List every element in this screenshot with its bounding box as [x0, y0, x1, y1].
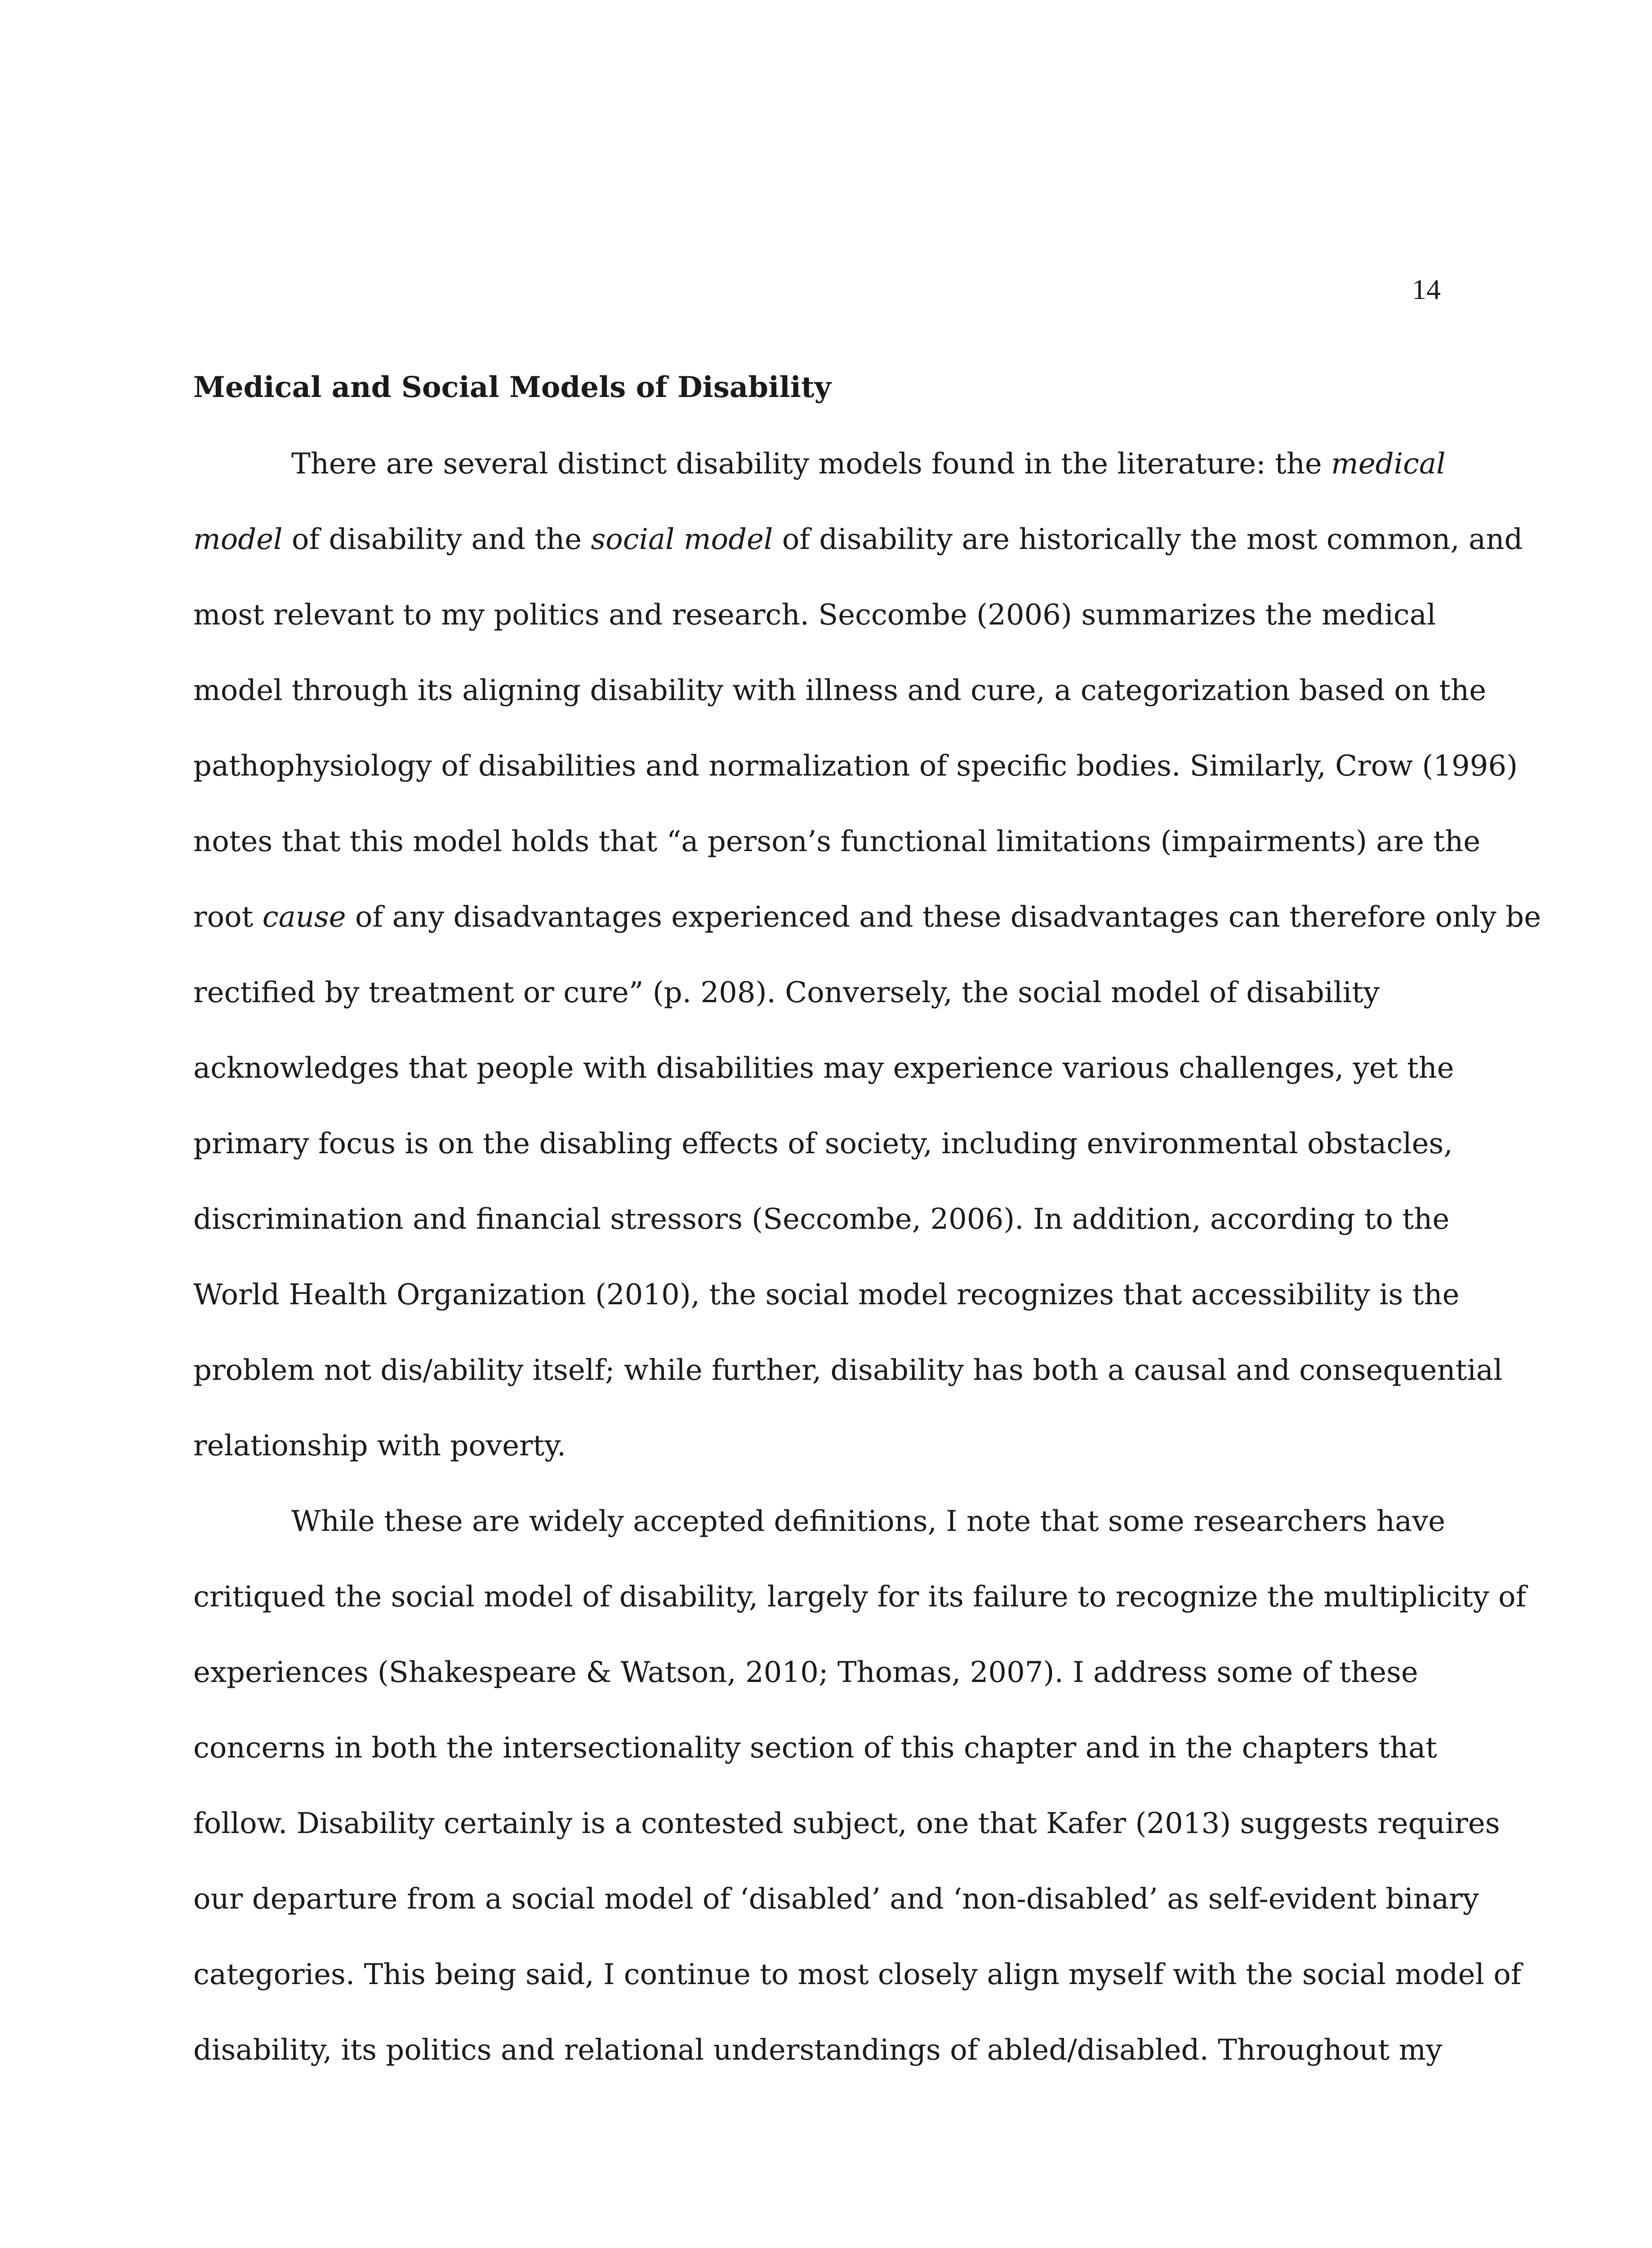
- text-line: disability, its politics and relational understandings of abled/disabled. Throughout my: [193, 2034, 1443, 2067]
- page-number: 14: [1412, 273, 1441, 305]
- text-line: our departure from a social model of ‘disabled’ and ‘non-disabled’ as self-evident binary: [193, 1882, 1479, 1916]
- text-line: model through its aligning disability with illness and cure, a categorization based on the: [193, 674, 1487, 707]
- text-line: model of disability and the social model of disability are historically the most common, and: [193, 523, 1523, 556]
- text-line: discrimination and financial stressors (Seccombe, 2006). In addition, according to the: [193, 1203, 1450, 1236]
- text-line: most relevant to my politics and research. Seccombe (2006) summarizes the medical: [193, 598, 1436, 632]
- text-line: categories. This being said, I continue to most closely align myself with the social model of: [193, 1958, 1522, 1991]
- section-heading: Medical and Social Models of Disability: [193, 370, 831, 404]
- text-line: concerns in both the intersectionality section of this chapter and in the chapters that: [193, 1731, 1437, 1765]
- text-line: acknowledges that people with disabilities may experience various challenges, yet the: [193, 1052, 1454, 1085]
- text-line: primary focus is on the disabling effects of society, including environmental obstacles,: [193, 1127, 1453, 1160]
- text-line: critiqued the social model of disability, largely for its failure to recognize the multiplicity of: [193, 1580, 1527, 1614]
- text-line: experiences (Shakespeare & Watson, 2010; Thomas, 2007). I address some of these: [193, 1656, 1418, 1689]
- text-line: relationship with poverty.: [193, 1429, 566, 1463]
- text-line: root cause of any disadvantages experienced and these disadvantages can therefore only be: [193, 901, 1541, 934]
- text-line: notes that this model holds that “a person’s functional limitations (impairments) are the: [193, 825, 1481, 858]
- text-line: While these are widely accepted definitions, I note that some researchers have: [291, 1505, 1446, 1538]
- text-line: rectified by treatment or cure” (p. 208). Conversely, the social model of disability: [193, 976, 1380, 1009]
- text-line: pathophysiology of disabilities and normalization of specific bodies. Similarly, Crow (1996): [193, 749, 1518, 783]
- text-line: World Health Organization (2010), the social model recognizes that accessibility is the: [193, 1278, 1460, 1311]
- text-line: problem not dis/ability itself; while further, disability has both a causal and consequential: [193, 1354, 1503, 1387]
- text-line: follow. Disability certainly is a contested subject, one that Kafer (2013) suggests requires: [193, 1807, 1500, 1840]
- text-line: There are several distinct disability models found in the literature: the medical: [291, 447, 1446, 481]
